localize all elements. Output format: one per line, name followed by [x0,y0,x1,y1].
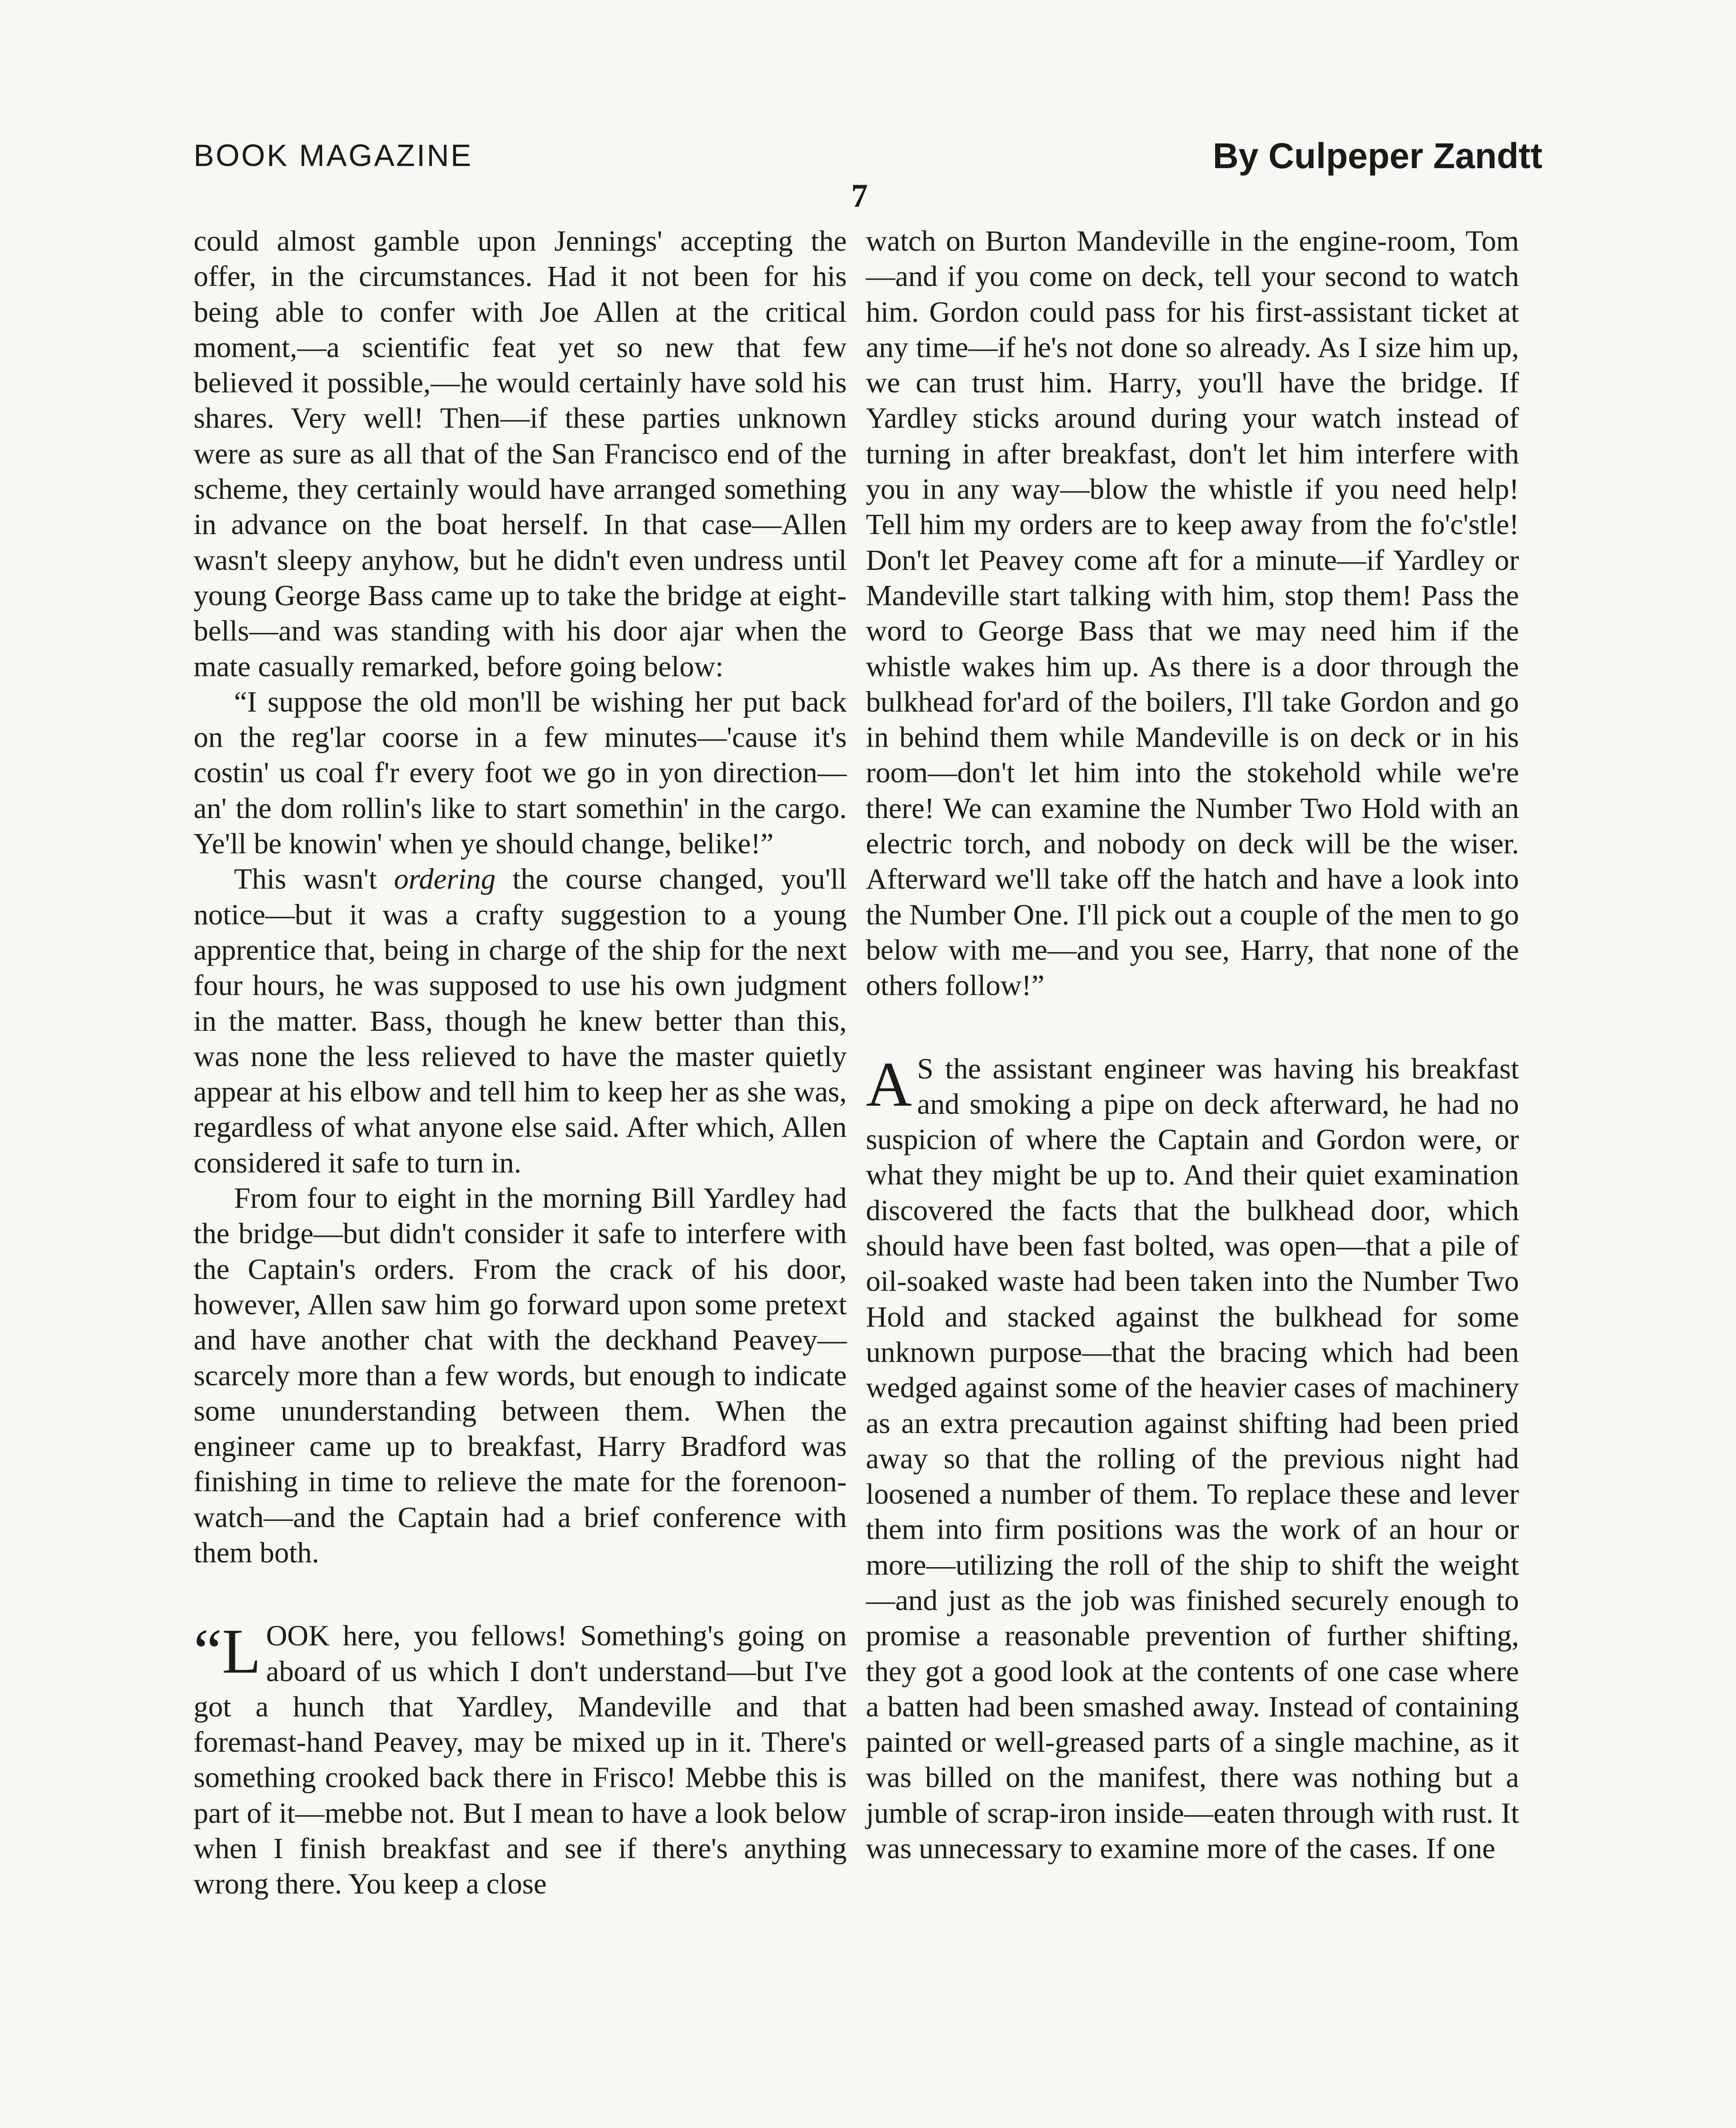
text-run: S the assistant engineer was having his breakfast and smoking a pipe on deck afterward, he had no suspicion of where the Captain and Gordon were, or what they might be up to. And their quiet examination discovered the facts that the bulkhead door, which should have been fast bolted, was open—that a pile of oil-soaked waste had been taken into the Number Two Hold and stacked against the bulkhead for some unknown purpose—that the bracing which had been wedged against some of the heavier cases of machinery as an extra precaution against shifting had been pried away so that the rolling of the previous night had loosened a number of them. To replace these and lever them into firm positions was the work of an hour or more—utilizing the roll of the ship to shift the weight—and just as the job was finished securely enough to promise a reasonable prevention of further shifting, they got a good look at the contents of one case where a batten had been smashed away. Instead of containing painted or well-greased parts of a single machine, as it was billed on the manifest, there was nothing but a jumble of scrap-iron inside—eaten through with rust. It was unnecessary to examine more of the cases. If one [866,1052,1519,1865]
section-break [194,1570,847,1618]
drop-cap: L [222,1616,261,1687]
section-break [866,1004,1519,1051]
text-run: OOK here, you fellows! Something's going on aboard of us which I don't understand—but I've got a hunch that Yardley, Mandeville and that foremast-hand Peavey, may be mixed up in it. There's something crooked back there in Frisco! Mebbe this is part of it—mebbe not. But I mean to have a look below when I finish breakfast and see if there's anything wrong there. You keep a close [194,1619,847,1900]
dropcap-paragraph [866,1051,1519,1867]
page-number: 7 [851,177,868,214]
text-run: the course changed, you'll notice—but it was a crafty suggestion to a young apprentice that, being in charge of the ship for the next four hours, he was supposed to use his own judgment in the matter. Bass, though he knew better than this, was none the less relieved to have the master quietly appear at his elbow and tell him to keep her as she was, regardless of what anyone else said. After which, Allen considered it safe to turn in. [194,863,847,1179]
drop-cap: A [866,1049,912,1120]
paragraph: From four to eight in the morning Bill Yardley had the bridge—but didn't consider it safe to interfere with the Captain's orders. From the crack of his door, however, Allen saw him go forward upon some pretext and have another chat with the deckhand Peavey—scarcely more than a few words, but enough to indicate some ununderstanding between them. When the engineer came up to breakfast, Harry Bradford was finishing in time to relieve the mate for the forenoon-watch—and the Captain had a brief conference with them both. [194,1182,847,1569]
emphasis-text: ordering [394,863,496,895]
right-column [866,223,1519,1866]
author-byline: By Culpeper Zandtt [1213,136,1542,176]
paragraph: “I suppose the old mon'll be wishing her put back on the reg'lar coorse in a few minutes—'cause it's costin' us coal f'r every foot we go in yon direction—an' the dom rollin's like to start somethin' in the cargo. Ye'll be knowin' when ye should change, belike!” [194,685,847,860]
opening-quote: “ [194,1616,222,1687]
paragraph: watch on Burton Mandeville in the engine-room, Tom—and if you come on deck, tell your second to watch him. Gordon could pass for his first-assistant ticket at any time—if he's not done so already. As I size him up, we can trust him. Harry, you'll have the bridge. If Yardley sticks around during your watch instead of turning in after breakfast, don't let him interfere with you in any way—blow the whistle if you need help! Tell him my orders are to keep away from the fo'c'stle! Don't let Peavey come aft for a minute—if Yardley or Mandeville start talking with him, stop them! Pass the word to George Bass that we may need him if the whistle wakes him up. As there is a door through the bulkhead for'ard of the boilers, I'll take Gordon and go in behind them while Mandeville is on deck or in his room—don't let him into the stokehold while we're there! We can examine the Number Two Hold with an electric torch, and nobody on deck will be the wiser. Afterward we'll take off the hatch and have a look into the Number One. I'll pick out a couple of the men to go below with me—and you see, Harry, that none of the others follow!” [866,225,1519,1002]
left-column [194,223,847,1902]
text-run: This wasn't [234,863,394,895]
paragraph [194,861,847,1181]
dropcap-paragraph [194,1618,847,1902]
magazine-title: BOOK MAGAZINE [194,139,473,173]
paragraph: could almost gamble upon Jennings' accepting the offer, in the circumstances. Had it not been for his being able to confer with Joe Allen at the critical moment,—a scientific feat yet so new that few believed it possible,—he would certainly have sold his shares. Very well! Then—if these parties unknown were as sure as all that of the San Francisco end of the scheme, they certainly would have arranged something in advance on the boat herself. In that case—Allen wasn't sleepy anyhow, but he didn't even undress until young George Bass came up to take the bridge at eight-bells—and was standing with his door ajar when the mate casually remarked, before going below: [194,225,847,683]
